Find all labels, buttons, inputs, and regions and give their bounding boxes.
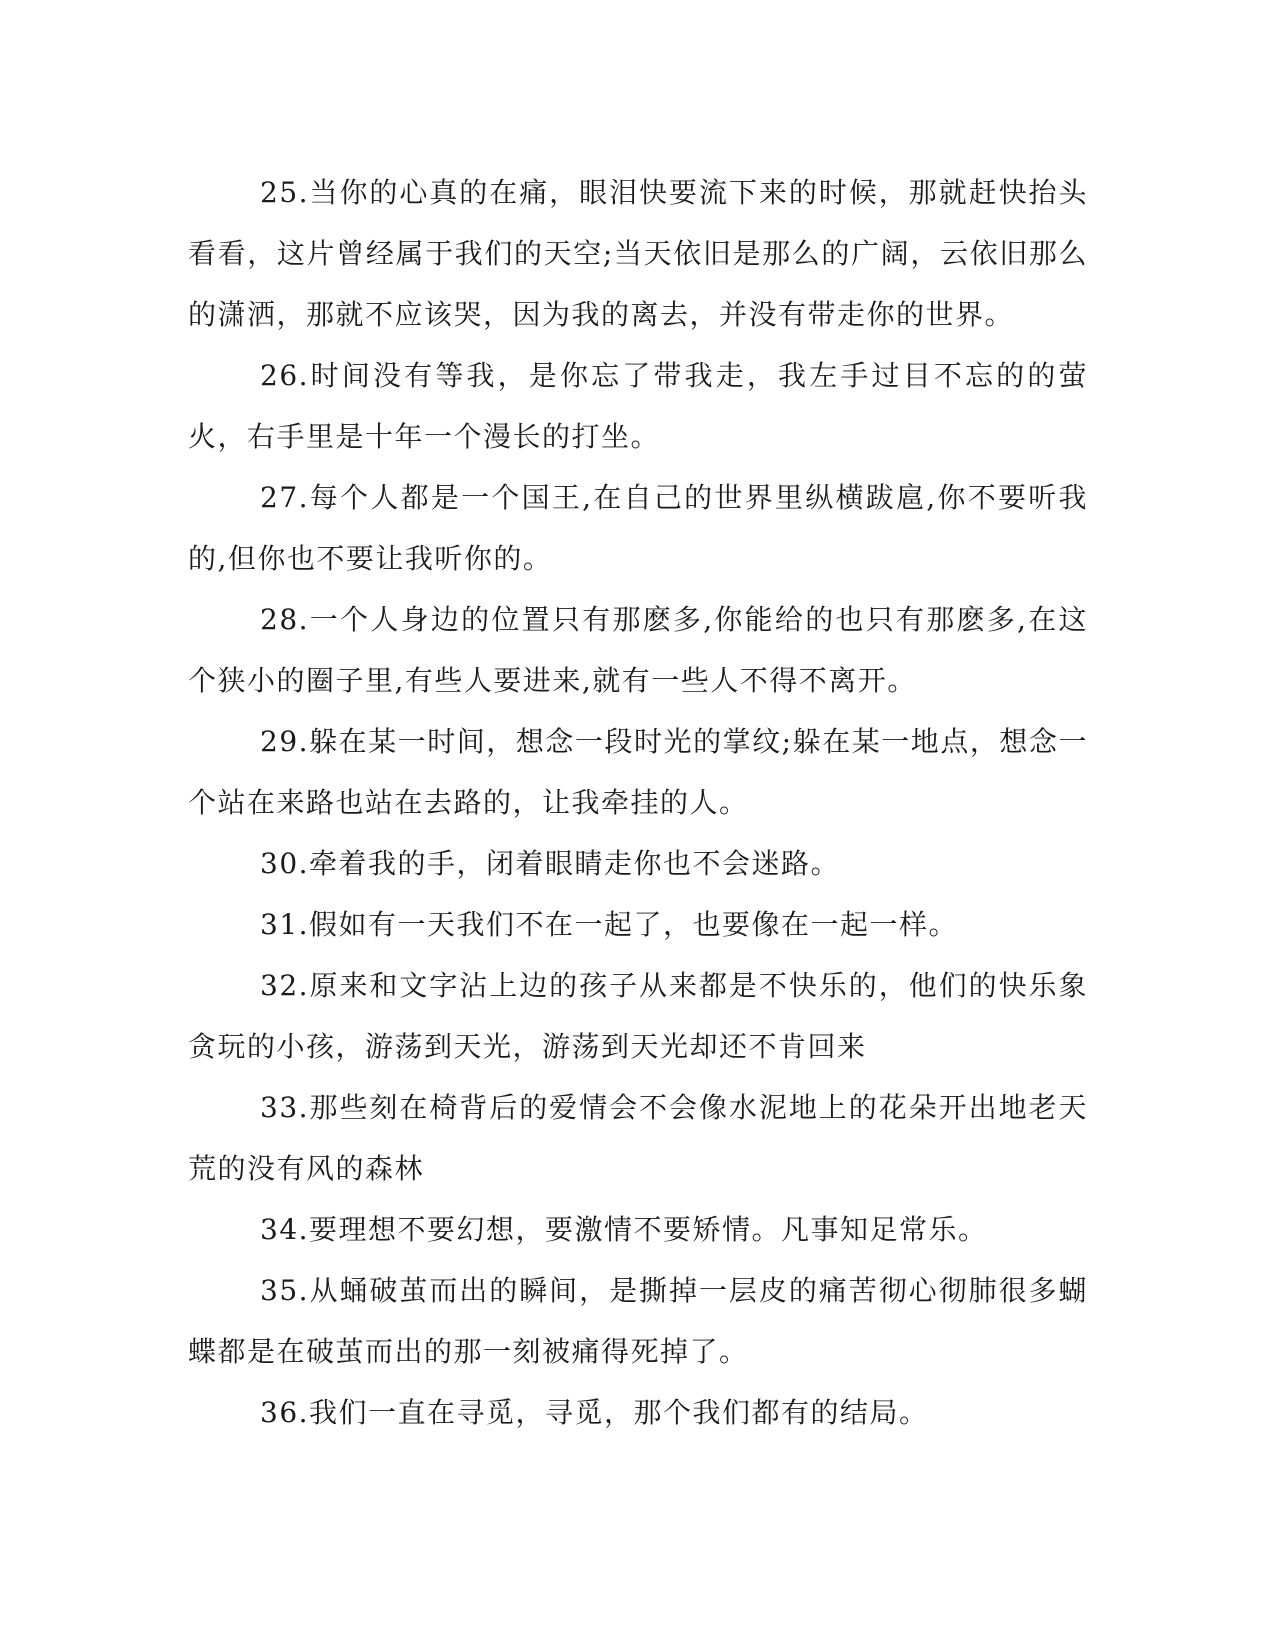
paragraph-25: 25.当你的心真的在痛，眼泪快要流下来的时候，那就赶快抬头看看，这片曾经属于我们的天空;当天依旧是那么的广阔，云依旧那么的潇洒，那就不应该哭，因为我的离去，并没有带走你的世界。	[188, 176, 1088, 331]
paragraph-27: 27.每个人都是一个国王,在自己的世界里纵横跋扈,你不要听我的,但你也不要让我听你的。	[188, 481, 1088, 575]
paragraph-31: 31.假如有一天我们不在一起了，也要像在一起一样。	[260, 908, 959, 941]
paragraph-29: 29.躲在某一时间，想念一段时光的掌纹;躲在某一地点，想念一个站在来路也站在去路的，让我牵挂的人。	[188, 725, 1088, 819]
document-body	[188, 162, 1088, 1443]
paragraph-36: 36.我们一直在寻觅，寻觅，那个我们都有的结局。	[260, 1396, 929, 1429]
paragraph-34: 34.要理想不要幻想，要激情不要矫情。凡事知足常乐。	[260, 1213, 988, 1246]
paragraph-33: 33.那些刻在椅背后的爱情会不会像水泥地上的花朵开出地老天荒的没有风的森林	[188, 1091, 1088, 1185]
paragraph-32: 32.原来和文字沾上边的孩子从来都是不快乐的，他们的快乐象贪玩的小孩，游荡到天光，游荡到天光却还不肯回来	[188, 969, 1088, 1063]
paragraph-28: 28.一个人身边的位置只有那麽多,你能给的也只有那麽多,在这个狭小的圈子里,有些人要进来,就有一些人不得不离开。	[188, 603, 1088, 697]
paragraph-30: 30.牵着我的手，闭着眼睛走你也不会迷路。	[260, 847, 841, 880]
paragraph-26: 26.时间没有等我，是你忘了带我走，我左手过目不忘的的萤火，右手里是十年一个漫长的打坐。	[188, 359, 1088, 453]
paragraph-35: 35.从蛹破茧而出的瞬间，是撕掉一层皮的痛苦彻心彻肺很多蝴蝶都是在破茧而出的那一刻被痛得死掉了。	[188, 1274, 1088, 1368]
